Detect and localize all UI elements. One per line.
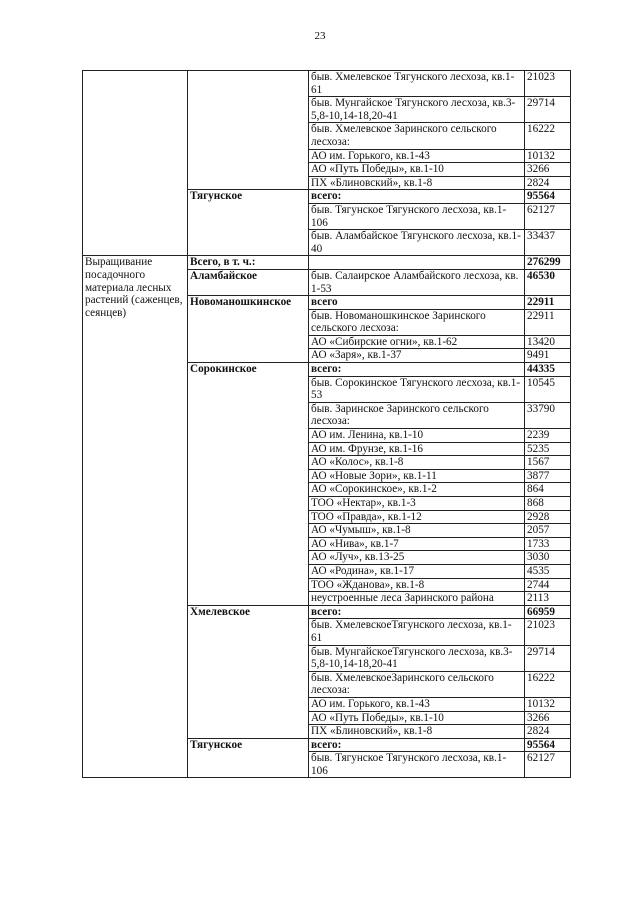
location-cell: всего: bbox=[309, 190, 525, 204]
location-cell: ТОО «Жданова», кв.1-8 bbox=[309, 578, 525, 592]
value-cell: 2113 bbox=[525, 592, 571, 606]
location-cell: АО «Родина», кв.1-17 bbox=[309, 564, 525, 578]
value-cell: 2824 bbox=[525, 176, 571, 190]
location-cell: всего bbox=[309, 296, 525, 310]
forestry-cell: Сорокинское bbox=[188, 363, 309, 606]
location-cell: АО им. Горького, кв.1-43 bbox=[309, 697, 525, 711]
value-cell: 1567 bbox=[525, 456, 571, 470]
value-cell: 66959 bbox=[525, 605, 571, 619]
value-cell: 22911 bbox=[525, 296, 571, 310]
value-cell: 276299 bbox=[525, 256, 571, 270]
value-cell: 29714 bbox=[525, 97, 571, 123]
value-cell: 46530 bbox=[525, 269, 571, 295]
forestry-table bbox=[82, 70, 571, 778]
forestry-cell: Всего, в т. ч.: bbox=[188, 256, 309, 270]
value-cell: 10132 bbox=[525, 149, 571, 163]
location-cell: быв. Салаирское Аламбайского лесхоза, кв. 1-53 bbox=[309, 269, 525, 295]
value-cell: 16222 bbox=[525, 671, 571, 697]
forestry-cell: Аламбайское bbox=[188, 269, 309, 295]
location-cell: АО «Луч», кв.13-25 bbox=[309, 551, 525, 565]
value-cell: 10132 bbox=[525, 697, 571, 711]
location-cell: быв. МунгайскоеТягунского лесхоза, кв.3-5,8-10,14-18,20-41 bbox=[309, 645, 525, 671]
forestry-cell bbox=[188, 71, 309, 190]
location-cell: АО «Путь Победы», кв.1-10 bbox=[309, 163, 525, 177]
location-cell: ПХ «Блиновский», кв.1-8 bbox=[309, 725, 525, 739]
location-cell: АО «Нива», кв.1-7 bbox=[309, 537, 525, 551]
location-cell: быв. ХмелевскоеТягунского лесхоза, кв.1-61 bbox=[309, 619, 525, 645]
value-cell: 33437 bbox=[525, 230, 571, 256]
location-cell: быв. Мунгайское Тягунского лесхоза, кв.3-5,8-10,14-18,20-41 bbox=[309, 97, 525, 123]
table-row bbox=[83, 71, 571, 97]
value-cell: 2744 bbox=[525, 578, 571, 592]
activity-cell: Выращивание посадочного материала лесных растений (саженцев, сеянцев) bbox=[83, 256, 188, 778]
value-cell: 2928 bbox=[525, 510, 571, 524]
value-cell: 21023 bbox=[525, 619, 571, 645]
location-cell: ТОО «Нектар», кв.1-3 bbox=[309, 497, 525, 511]
location-cell: АО «Колос», кв.1-8 bbox=[309, 456, 525, 470]
location-cell: быв. Тягунское Тягунского лесхоза, кв.1-106 bbox=[309, 752, 525, 778]
location-cell: АО «Заря», кв.1-37 bbox=[309, 349, 525, 363]
value-cell: 2239 bbox=[525, 429, 571, 443]
location-cell: АО им. Фрунзе, кв.1-16 bbox=[309, 442, 525, 456]
forestry-cell: Хмелевское bbox=[188, 605, 309, 738]
value-cell: 13420 bbox=[525, 335, 571, 349]
value-cell: 5235 bbox=[525, 442, 571, 456]
forestry-cell: Новоманошкинское bbox=[188, 296, 309, 363]
location-cell: быв. Хмелевское Тягунского лесхоза, кв.1-61 bbox=[309, 71, 525, 97]
value-cell: 95564 bbox=[525, 190, 571, 204]
value-cell: 29714 bbox=[525, 645, 571, 671]
value-cell: 1733 bbox=[525, 537, 571, 551]
location-cell: быв. ХмелевскоеЗаринского сельского лесхоза: bbox=[309, 671, 525, 697]
location-cell: быв. Сорокинское Тягунского лесхоза, кв.1-53 bbox=[309, 376, 525, 402]
location-cell bbox=[309, 256, 525, 270]
location-cell: быв. Новоманошкинское Заринского сельского лесхоза: bbox=[309, 309, 525, 335]
value-cell: 3030 bbox=[525, 551, 571, 565]
forestry-cell: Тягунское bbox=[188, 738, 309, 778]
location-cell: ТОО «Правда», кв.1-12 bbox=[309, 510, 525, 524]
location-cell: быв. Заринское Заринского сельского лесхоза: bbox=[309, 402, 525, 428]
value-cell: 33790 bbox=[525, 402, 571, 428]
value-cell: 16222 bbox=[525, 123, 571, 149]
location-cell: всего: bbox=[309, 605, 525, 619]
value-cell: 3266 bbox=[525, 711, 571, 725]
value-cell: 3877 bbox=[525, 469, 571, 483]
value-cell: 2824 bbox=[525, 725, 571, 739]
location-cell: всего: bbox=[309, 738, 525, 752]
location-cell: АО им. Ленина, кв.1-10 bbox=[309, 429, 525, 443]
location-cell: АО «Сибирские огни», кв.1-62 bbox=[309, 335, 525, 349]
location-cell: АО «Новые Зори», кв.1-11 bbox=[309, 469, 525, 483]
value-cell: 44335 bbox=[525, 363, 571, 377]
value-cell: 4535 bbox=[525, 564, 571, 578]
value-cell: 10545 bbox=[525, 376, 571, 402]
value-cell: 62127 bbox=[525, 752, 571, 778]
value-cell: 868 bbox=[525, 497, 571, 511]
value-cell: 3266 bbox=[525, 163, 571, 177]
value-cell: 95564 bbox=[525, 738, 571, 752]
value-cell: 62127 bbox=[525, 203, 571, 229]
page-number: 23 bbox=[314, 30, 326, 42]
activity-cell-empty bbox=[83, 71, 188, 256]
forestry-cell: Тягунское bbox=[188, 190, 309, 256]
location-cell: ПХ «Блиновский», кв.1-8 bbox=[309, 176, 525, 190]
location-cell: быв. Хмелевское Заринского сельского лесхоза: bbox=[309, 123, 525, 149]
location-cell: АО «Чумыш», кв.1-8 bbox=[309, 524, 525, 538]
location-cell: АО «Путь Победы», кв.1-10 bbox=[309, 711, 525, 725]
location-cell: неустроенные леса Заринского района bbox=[309, 592, 525, 606]
table-row bbox=[83, 256, 571, 270]
value-cell: 22911 bbox=[525, 309, 571, 335]
value-cell: 2057 bbox=[525, 524, 571, 538]
location-cell: быв. Тягунское Тягунского лесхоза, кв.1-106 bbox=[309, 203, 525, 229]
value-cell: 21023 bbox=[525, 71, 571, 97]
value-cell: 864 bbox=[525, 483, 571, 497]
location-cell: АО им. Горького, кв.1-43 bbox=[309, 149, 525, 163]
value-cell: 9491 bbox=[525, 349, 571, 363]
location-cell: всего: bbox=[309, 363, 525, 377]
location-cell: АО «Сорокинское», кв.1-2 bbox=[309, 483, 525, 497]
location-cell: быв. Аламбайское Тягунского лесхоза, кв.1-40 bbox=[309, 230, 525, 256]
